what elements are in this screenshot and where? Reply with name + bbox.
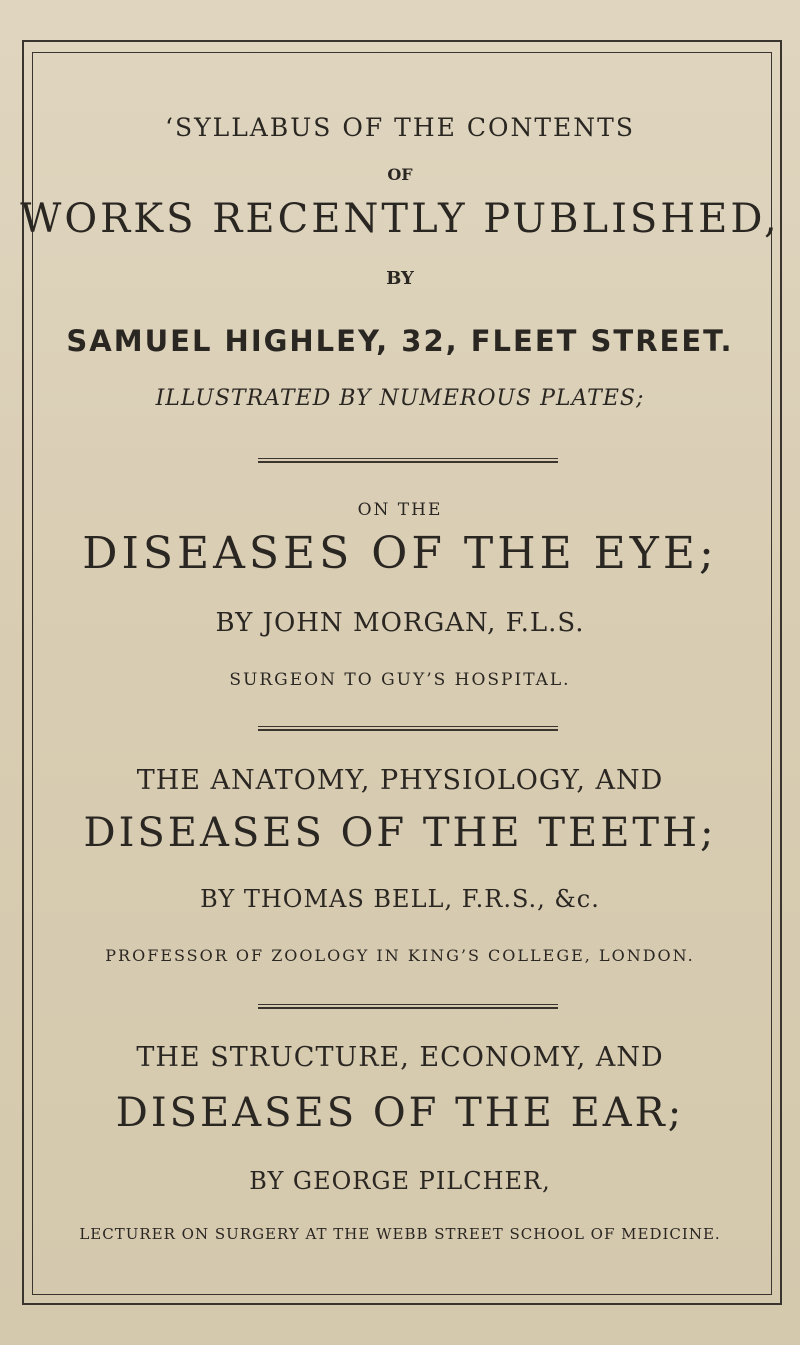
ear-title: DISEASES OF THE EAR; [115, 1090, 685, 1136]
teeth-title: DISEASES OF THE TEETH; [83, 810, 717, 856]
ear-author-position: LECTURER ON SURGERY AT THE WEBB STREET SCHOOL OF MEDICINE. [79, 1225, 721, 1243]
divider-rule-2 [258, 726, 558, 731]
eye-intro: ON THE [357, 500, 443, 520]
syllabus-title: ‘SYLLABUS OF THE CONTENTS [165, 113, 635, 142]
teeth-author: BY THOMAS BELL, F.R.S., &c. [200, 885, 600, 913]
ear-author: BY GEORGE PILCHER, [249, 1167, 551, 1195]
illustrated-line: ILLUSTRATED BY NUMEROUS PLATES; [155, 386, 645, 411]
teeth-intro: THE ANATOMY, PHYSIOLOGY, AND [136, 765, 664, 796]
divider-rule-3 [258, 1004, 558, 1009]
eye-author-position: SURGEON TO GUY’S HOSPITAL. [229, 670, 571, 690]
works-heading: WORKS RECENTLY PUBLISHED, [20, 196, 780, 242]
publisher-line: SAMUEL HIGHLEY, 32, FLEET STREET. [66, 324, 734, 358]
divider-rule-1 [258, 458, 558, 463]
of-label: OF [387, 165, 413, 184]
by-label: BY [386, 268, 414, 289]
teeth-author-position: PROFESSOR OF ZOOLOGY IN KING’S COLLEGE, LONDON. [105, 946, 695, 965]
eye-title: DISEASES OF THE EYE; [82, 528, 718, 579]
ear-intro: THE STRUCTURE, ECONOMY, AND [136, 1042, 664, 1073]
eye-author: BY JOHN MORGAN, F.L.S. [215, 608, 585, 638]
